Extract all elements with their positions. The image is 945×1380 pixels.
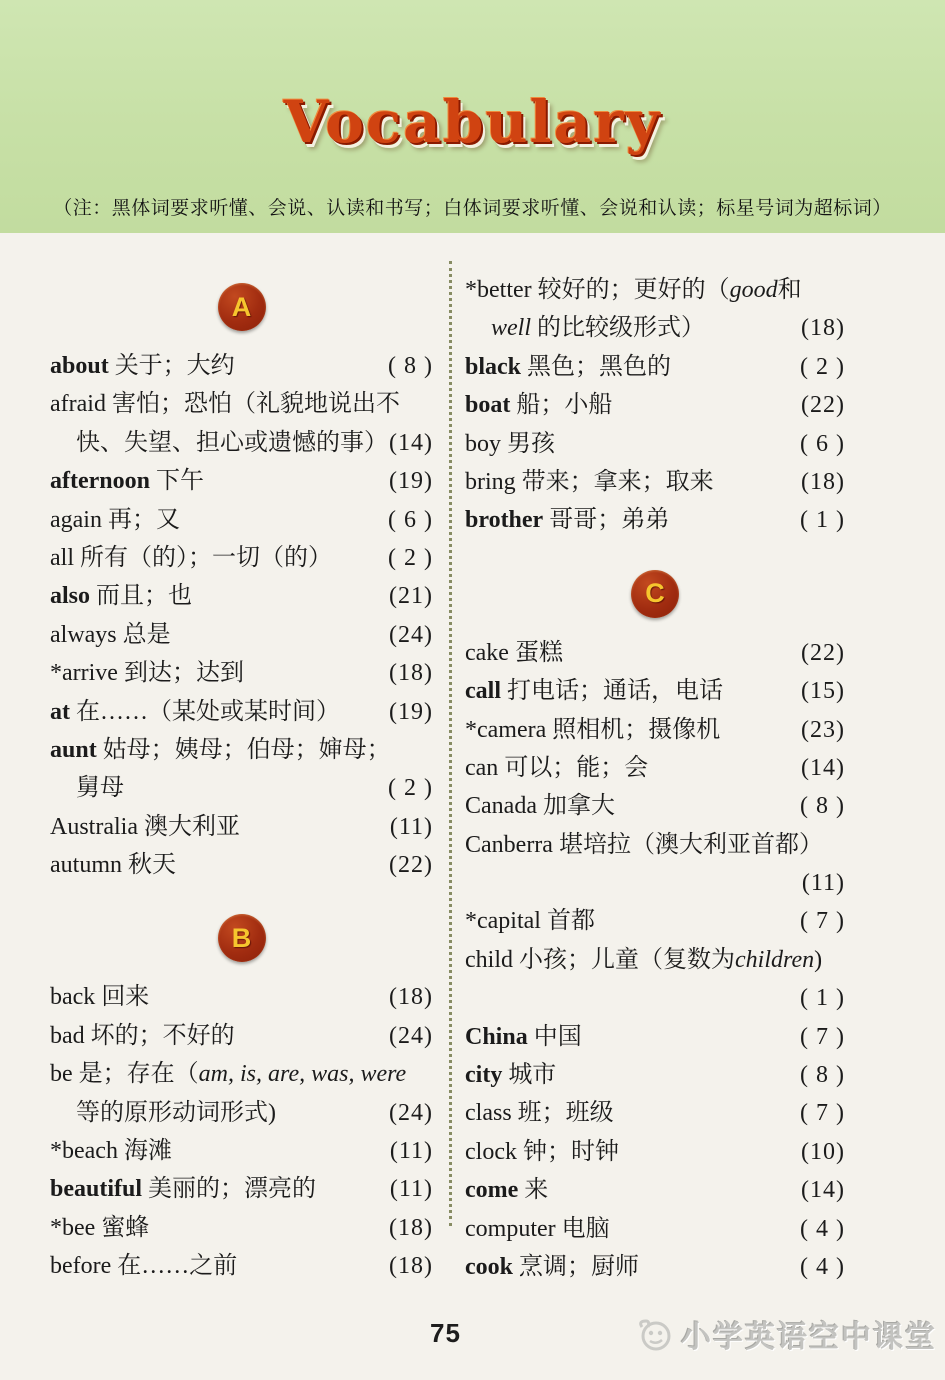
unit-number: (24) [389, 1022, 433, 1049]
left-column [0, 233, 449, 1286]
entry-text [465, 634, 563, 672]
definition-text: am, is, are, was, were [198, 1061, 407, 1088]
vocab-entry-line [465, 1210, 845, 1248]
word-text: beautiful [50, 1176, 143, 1203]
definition-text: 舅母 [76, 775, 124, 802]
vocab-entry-line [465, 787, 845, 825]
definition-text: 的比较级形式） [531, 315, 705, 342]
vocab-entry-line [465, 941, 845, 979]
definition-text: 澳大利亚 [137, 813, 240, 840]
word-text: Canberra [465, 831, 553, 858]
definition-text: 快、失望、担心或遗憾的事） [76, 429, 388, 456]
unit-number: (18) [389, 660, 433, 687]
word-text: can [465, 754, 499, 781]
vocab-entry-line [465, 1133, 845, 1171]
definition-text: 照相机；摄像机 [546, 716, 721, 743]
definition-text: 哥哥；弟弟 [543, 507, 670, 534]
entry-text [465, 348, 671, 386]
definition-text: 秋天 [122, 852, 176, 879]
definition-text: 可以；能；会 [498, 754, 649, 781]
unit-number: (19) [389, 468, 433, 495]
unit-number: ( 2 ) [800, 353, 845, 380]
vocab-entry-line [50, 1132, 433, 1170]
legend-note: （注：黑体词要求听懂、会说、认读和书写；白体词要求听懂、会说和认读；标星号词为超标词） [53, 198, 892, 219]
word-text: come [465, 1177, 519, 1204]
vocab-entry-line [465, 711, 845, 749]
unit-number: ( 4 ) [800, 1253, 845, 1280]
definition-text: 到达；达到 [117, 660, 244, 687]
entry-text [465, 787, 615, 825]
vocab-entry-line [50, 577, 433, 615]
vocab-entry-line [50, 846, 433, 884]
entry-text [50, 462, 204, 500]
definition-text: 打电话；通话，电话 [501, 678, 723, 705]
entry-text [465, 749, 648, 787]
definition-text: 再；又 [101, 506, 180, 533]
entry-text [50, 501, 180, 539]
unit-number: (23) [801, 716, 845, 743]
unit-number: ( 8 ) [800, 793, 845, 820]
word-text: *bee [50, 1214, 96, 1241]
entry-text [50, 616, 171, 654]
definition-text: 电脑 [555, 1215, 610, 1242]
vocab-entry-line [50, 731, 433, 769]
entry-text [465, 425, 555, 463]
definition-text: 较好的；更好的（ [531, 277, 730, 303]
section-badge-b: B [218, 914, 266, 962]
unit-number: (19) [389, 698, 433, 725]
vocab-entry-line [50, 1170, 433, 1208]
vocab-entry-line [50, 808, 433, 846]
vocab-entry-line [465, 826, 845, 864]
definition-text: 首都 [540, 908, 595, 935]
entry-text [50, 769, 124, 807]
definition-text: 烹调；厨师 [513, 1253, 639, 1280]
vocab-entry-line [50, 501, 433, 539]
unit-number: ( 2 ) [388, 775, 433, 802]
vocab-entry-line [465, 979, 845, 1017]
word-text: before [50, 1253, 112, 1280]
entry-text [50, 1055, 406, 1093]
entry-text [50, 654, 244, 692]
word-text: *beach [50, 1138, 118, 1165]
definition-text: 等的原形动词形式) [76, 1099, 276, 1126]
unit-number: (24) [389, 1099, 433, 1126]
word-text: boat [465, 392, 511, 419]
definition-text: 在……（某处或某时间） [70, 698, 340, 725]
section-badge-row [50, 914, 433, 962]
vocab-entry-line [50, 769, 433, 807]
unit-number: ( 2 ) [388, 544, 433, 571]
entry-text [465, 386, 612, 424]
word-text: *camera [465, 716, 547, 743]
definition-text: 船；小船 [510, 392, 613, 419]
word-text: again [50, 506, 102, 533]
word-text: brother [465, 507, 544, 534]
vocab-entry-line [465, 749, 845, 787]
word-text: Australia [50, 813, 138, 840]
definition-text: 男孩 [501, 430, 555, 457]
entry-text [50, 1170, 316, 1208]
unit-number: (22) [389, 852, 433, 879]
entry-text [465, 711, 720, 749]
definition-text: 美丽的；漂亮的 [142, 1176, 317, 1203]
section-badge-c: C [631, 570, 679, 618]
vocab-entry-line [465, 1056, 845, 1094]
unit-number: ( 1 ) [800, 985, 845, 1012]
vocab-entry-line [465, 271, 845, 309]
unit-number: (22) [801, 392, 845, 419]
word-text: boy [465, 430, 501, 457]
unit-number: (11) [389, 813, 433, 840]
vocab-entry-line [465, 1248, 845, 1286]
entry-text [465, 941, 822, 979]
entry-text [50, 1132, 172, 1170]
entry-text [465, 1248, 639, 1286]
definition-text: 在……之前 [111, 1253, 238, 1280]
vocab-entry-line [465, 1018, 845, 1056]
watermark [636, 1312, 937, 1356]
word-text: class [465, 1100, 512, 1127]
entry-text [50, 808, 240, 846]
watermark-cartoon-face-icon [636, 1317, 674, 1351]
vocab-entry-line [465, 902, 845, 940]
vocab-entry-line [50, 1247, 433, 1285]
definition-text: 中国 [527, 1023, 582, 1050]
entry-text [465, 1133, 619, 1171]
vocab-entry-line [465, 463, 845, 501]
unit-number: ( 7 ) [800, 908, 845, 935]
definition-text: 害怕；恐怕（礼貌地说出不 [105, 391, 400, 418]
unit-number: (11) [389, 1138, 433, 1165]
word-text: afraid [50, 391, 106, 418]
entry-text [50, 1209, 149, 1247]
vocab-entry-line [50, 539, 433, 577]
unit-number: (14) [389, 429, 433, 456]
word-text: bring [465, 468, 516, 495]
word-text: China [465, 1023, 528, 1050]
page-header [0, 0, 945, 233]
word-text: Canada [465, 793, 537, 820]
watermark-text: 小学英语空中课堂 [681, 1321, 937, 1354]
word-text: be [50, 1061, 73, 1088]
definition-text: 钟；时钟 [516, 1138, 619, 1165]
unit-number: ( 7 ) [800, 1023, 845, 1050]
definition-text: 是；存在（ [72, 1061, 199, 1088]
word-text: child [465, 946, 513, 973]
entry-text [465, 1171, 548, 1209]
section-badge-row [465, 570, 845, 618]
definition-text: 黑色；黑色的 [521, 353, 672, 380]
entry-text [465, 309, 705, 347]
definition-text: 回来 [95, 984, 150, 1011]
vocab-entry-line [465, 386, 845, 424]
entry-text [50, 978, 149, 1016]
vocab-entry-line [50, 462, 433, 500]
entry-text [50, 424, 388, 462]
entry-text [465, 1056, 556, 1094]
vocab-entry-line [465, 634, 845, 672]
unit-number: (14) [801, 754, 845, 781]
vocab-entry-line [50, 424, 433, 462]
word-text: back [50, 984, 96, 1011]
vocab-entry-line [50, 1094, 433, 1132]
definition-text: 蜜蜂 [95, 1214, 150, 1241]
definition-text: 堪培拉（澳大利亚首都） [552, 831, 823, 858]
entry-text [50, 385, 400, 423]
entry-text [465, 672, 723, 710]
vocab-entry-line [50, 616, 433, 654]
word-text: also [50, 583, 91, 610]
word-text: about [50, 353, 109, 379]
definition-text: 海滩 [117, 1138, 172, 1165]
word-text: call [465, 678, 501, 705]
word-text: cook [465, 1253, 513, 1280]
entry-text [50, 577, 192, 615]
unit-number: ( 7 ) [800, 1100, 845, 1127]
vocab-entry-line [50, 978, 433, 1016]
vocab-entry-line [50, 654, 433, 692]
vocab-entry-line [465, 864, 845, 902]
unit-number: (21) [389, 583, 433, 610]
section-badge-a: A [218, 283, 266, 331]
definition-text: 总是 [116, 621, 171, 648]
vocab-entry-line [465, 425, 845, 463]
vocab-columns [0, 233, 945, 1286]
vocab-entry-line [50, 347, 433, 385]
unit-number: (11) [801, 870, 845, 897]
unit-number: (10) [801, 1138, 845, 1165]
definition-text: well [491, 315, 531, 342]
word-text: always [50, 621, 117, 648]
entry-text [50, 347, 235, 385]
unit-number: (15) [801, 678, 845, 705]
entry-text [50, 1017, 235, 1055]
definition-text: good [729, 277, 778, 303]
vocab-entry-line [465, 1171, 845, 1209]
unit-number: ( 8 ) [800, 1062, 845, 1089]
vocab-entry-line [465, 348, 845, 386]
word-text: afternoon [50, 468, 150, 495]
definition-text: 坏的；不好的 [84, 1022, 235, 1049]
entry-text [50, 846, 176, 884]
unit-number: (22) [801, 639, 845, 666]
word-text: at [50, 698, 70, 725]
word-text: clock [465, 1138, 517, 1165]
entry-text [465, 1018, 582, 1056]
entry-text [465, 501, 669, 539]
unit-number: ( 1 ) [800, 507, 845, 534]
vocab-entry-line [465, 309, 845, 347]
page-title: Vocabulary [283, 88, 662, 156]
definition-text: ) [814, 946, 823, 973]
right-column [452, 233, 945, 1286]
page-number: 75 [430, 1318, 461, 1348]
definition-text: children [735, 946, 815, 973]
entry-text [50, 539, 332, 577]
word-text: black [465, 353, 522, 380]
entry-text [465, 1094, 614, 1132]
vocab-entry-line [50, 1209, 433, 1247]
word-text: cake [465, 639, 509, 666]
unit-number: (14) [801, 1177, 845, 1204]
definition-text: 关于；大约 [108, 353, 235, 379]
vocab-entry-line [465, 501, 845, 539]
definition-text: 下午 [149, 468, 204, 495]
unit-number: (18) [389, 1253, 433, 1280]
word-text: *capital [465, 908, 541, 935]
entry-text [465, 1210, 610, 1248]
vocab-entry-line [50, 385, 433, 423]
unit-number: ( 6 ) [388, 506, 433, 533]
unit-number: (11) [389, 1176, 433, 1203]
unit-number: ( 4 ) [800, 1215, 845, 1242]
vocab-entry-line [465, 1094, 845, 1132]
definition-text: 来 [518, 1177, 549, 1204]
vocab-entry-line [50, 1055, 433, 1093]
definition-text: 蛋糕 [508, 639, 563, 666]
vocab-entry-line [50, 693, 433, 731]
entry-text [465, 463, 714, 501]
definition-text: 带来；拿来；取来 [515, 468, 714, 495]
unit-number: (18) [801, 315, 845, 342]
unit-number: ( 6 ) [800, 430, 845, 457]
unit-number: ( 8 ) [388, 353, 433, 379]
word-text: *better [465, 277, 532, 303]
entry-text [50, 731, 391, 769]
unit-number: (18) [389, 984, 433, 1011]
word-text: computer [465, 1215, 556, 1242]
word-text: *arrive [50, 660, 118, 687]
word-text: bad [50, 1022, 85, 1049]
definition-text: 小孩；儿童（复数为 [513, 946, 735, 973]
entry-text [465, 826, 823, 864]
word-text: all [50, 544, 74, 571]
definition-text: 姑母；姨母；伯母；婶母； [96, 736, 391, 763]
section-badge-row [50, 283, 433, 331]
definition-text: 班；班级 [511, 1100, 614, 1127]
definition-text: 加拿大 [536, 793, 615, 820]
word-text: city [465, 1062, 503, 1089]
vocab-entry-line [50, 1017, 433, 1055]
word-text: aunt [50, 736, 97, 763]
word-text: autumn [50, 852, 122, 879]
entry-text [465, 902, 595, 940]
entry-text [50, 1094, 276, 1132]
entry-text [50, 693, 340, 731]
definition-text: 而且；也 [90, 583, 193, 610]
definition-text: 所有（的）；一切（的） [74, 544, 332, 571]
entry-text [465, 271, 802, 309]
unit-number: (24) [389, 621, 433, 648]
definition-text: 和 [777, 277, 802, 303]
unit-number: (18) [389, 1214, 433, 1241]
entry-text [50, 1247, 237, 1285]
definition-text: 城市 [502, 1062, 557, 1089]
vocab-entry-line [465, 672, 845, 710]
unit-number: (18) [801, 468, 845, 495]
